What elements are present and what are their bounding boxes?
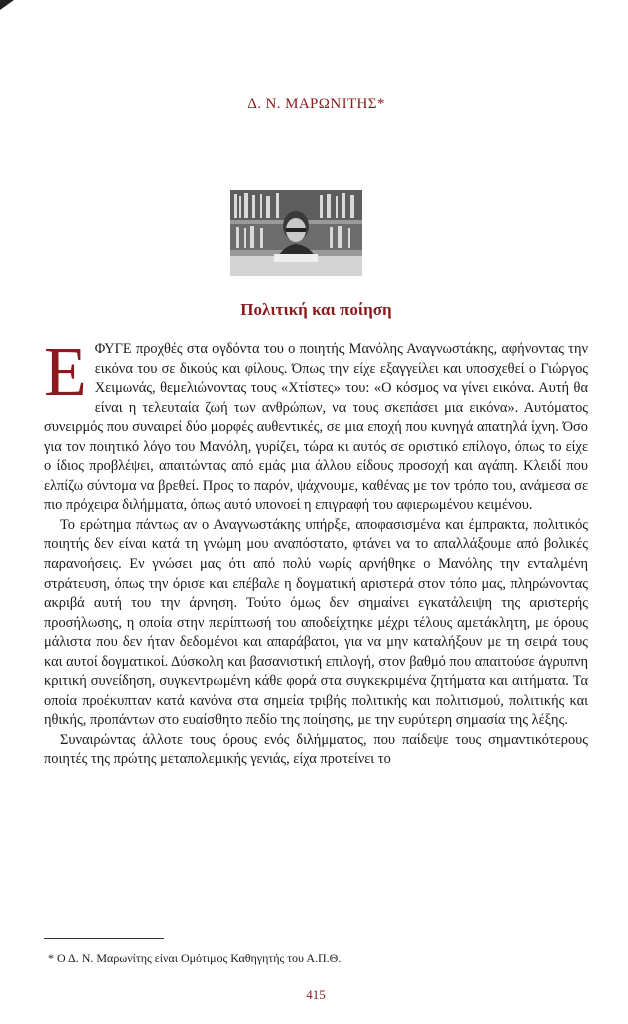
drop-cap: Ε [44, 334, 87, 411]
paragraph-3: Συναιρώντας άλλοτε τους όρους ενός διλήμματος, που παίδεψε τους σημαντικότερους ποιητές της πρώτης μεταπολεμικής γενιάς, είχα προτείνει το [44, 731, 588, 768]
paragraph-2: Το ερώτημα πάντως αν ο Αναγνωστάκης υπήρξε, αποφασισμένα και έμπρακτα, πολιτικός ποιητής δεν είναι κατά τη γνώμη μου αναπόστατο, φτάνει να το απαλλάξουμε από βολικές παρανοήσεις. Εν γνώσει μας ότι από πολύ νωρίς αρνήθηκε ο Μανόλης την ενταλμένη στράτευση, όπως την όρισε και επέβαλε η δογματική αριστερά στον τόπο μας, πληρώνοντας ακριβά αυτή του την άρνηση. Τούτο όμως δεν σημαίνει εγκατάλειψη της αριστερής προσήλωσης, η οποία στην περίπτωσή του αποδείχτηκε μέχρι τέλους αμετάκλητη, με όρους μάλιστα που δεν ήταν δεδομένοι και απαράβατοι, για να μην καταλήξουν με τη σειρά τους και αυτοί δογματικοί. Δύσκολη και βασανιστική επιλογή, στον βαθμό που απαιτούσε άγρυπνη κριτική συνείδηση, συγκεντρωμένη κάθε φορά στα συγκεκριμένα ζητήματα και αιτήματα. Τα οποία προέκυπταν κατά κανόνα στα σημεία τριβής πολιτικής και πολιτισμού, πολιτικής και ηθικής, προπάντων στο ευαίσθητο πεδίο της ποίησης, με την ευρύτερη σημασία της λέξης. [44, 516, 588, 729]
article-title: Πολιτική και ποίηση [240, 300, 392, 319]
footnote-divider [44, 938, 164, 939]
footnote: * Ο Δ. Ν. Μαρωνίτης είναι Ομότιμος Καθηγητής του Α.Π.Θ. [48, 951, 342, 965]
paragraph-1-text: ΦΥΓΕ προχθές στα ογδόντα του ο ποιητής Μανόλης Αναγνωστάκης, αφήνοντας την εικόνα του σε δικούς και φίλους. Όπως την είχε εξαγγείλει και υποσχεθεί ο Γιώργος Χειμωνάς, θεμελιώνοντας τους «Χτίστες» του: «Ο κόσμος να γίνει εικόνα. Αυτή θα είναι η τελευταία ζωή των ανθρώπων, να τους σκεπάσει μια εικόνα». Αυτόματος συνειρμός που συναιρεί δύο μορφές αυθεντικές, σε μια εποχή που κυνηγά απατηλά ίχνη. Όσο για τον ποιητικό λόγο του Μανόλη, γυρίζει, τώρα κι αυτός σε οριστικό επίλογο, όπως το είχε ο ίδιος προβλέψει, απαιτώντας από εμάς μια άλλου είδους προσοχή και αγάπη. Κλειδί που ελπίζω σύντομα να βρεθεί. Προς το παρόν, ψάχνουμε, καθένας με τον τρόπο του, ανάμεσα σε πιο πρόχειρα διλήμματα, όπως αυτό υπονοεί η επιγραφή του αφιερωμένου κειμένου. [44, 341, 588, 514]
photo-image [230, 190, 362, 276]
author-photo [230, 190, 362, 276]
book-page [44, 0, 588, 1024]
page-number: 415 [306, 987, 326, 1002]
article-body [44, 334, 588, 770]
author-heading: Δ. Ν. ΜΑΡΩΝΙΤΗΣ* [247, 96, 385, 112]
paragraph-1 [44, 334, 588, 516]
page-corner-mark [0, 0, 14, 10]
